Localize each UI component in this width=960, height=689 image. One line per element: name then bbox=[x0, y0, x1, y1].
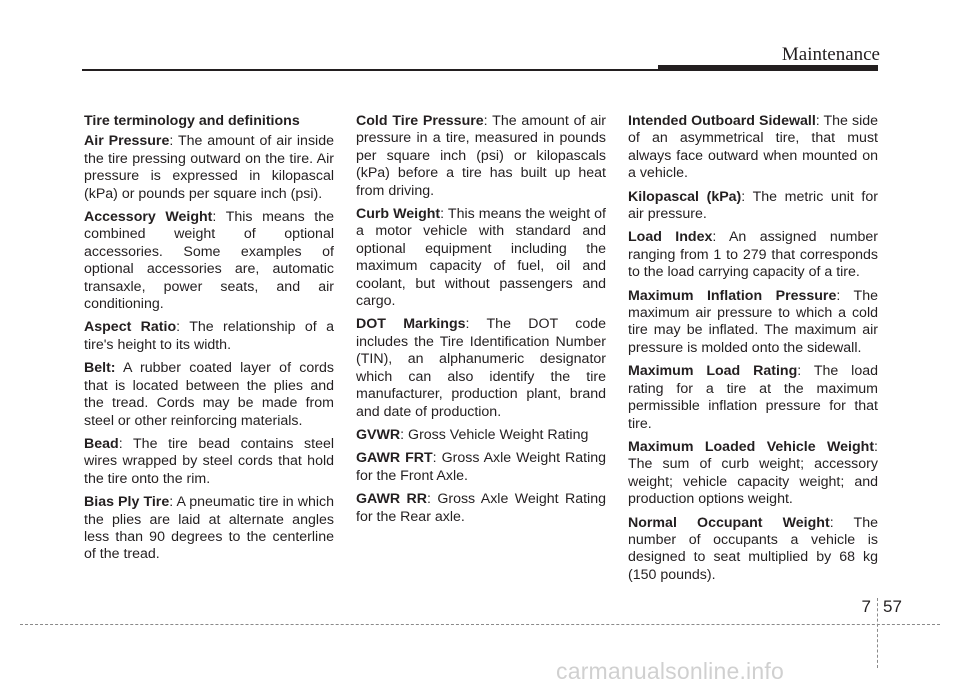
glossary-entry bbox=[84, 436, 334, 488]
glossary-definition: Gross Axle Weight Rating for the Front Axle. bbox=[356, 450, 607, 484]
glossary-entry bbox=[628, 515, 878, 585]
glossary-term: Bias Ply Tire bbox=[84, 494, 170, 511]
glossary-entry bbox=[628, 189, 878, 224]
glossary-definition: The amount of air pressure in a tire, measured in pounds per square inch (psi) or kilopascals (kPa) before a tire has built up heat from driving. bbox=[356, 113, 606, 199]
glossary-term: Belt: bbox=[84, 360, 116, 377]
glossary-definition: This means the weight of a motor vehicle with standard and optional equipment including the maximum capacity of fuel, oil and coolant, but without passengers and cargo. bbox=[356, 206, 606, 310]
page-header-title: Maintenance bbox=[781, 44, 880, 65]
glossary-entry bbox=[84, 133, 334, 203]
glossary-term: GAWR RR bbox=[356, 491, 427, 508]
glossary-term: Intended Outboard Sidewall bbox=[628, 113, 816, 129]
glossary-term: Accessory Weight bbox=[84, 209, 213, 226]
footer-rule bbox=[20, 624, 940, 625]
glossary-entry bbox=[84, 494, 334, 564]
glossary-entry bbox=[628, 288, 878, 358]
column-2 bbox=[356, 113, 606, 532]
glossary-term: Maximum Inflation Pressure bbox=[628, 287, 837, 304]
glossary-term: Maximum Loaded Vehicle Weight bbox=[628, 438, 875, 455]
glossary-definition: The maximum air pressure to which a cold tire may be inflated. The maximum air pressure is molded onto the sidewall. bbox=[628, 287, 878, 356]
glossary-separator: : bbox=[465, 316, 487, 333]
glossary-definition: The load rating for a tire at the maximum permissible inflation pressure for that tire. bbox=[628, 363, 878, 432]
glossary-term: Curb Weight bbox=[356, 206, 441, 223]
glossary-separator: : bbox=[432, 450, 442, 467]
glossary-separator: : bbox=[400, 426, 409, 443]
glossary-separator: : bbox=[118, 435, 134, 452]
glossary-definition: The relationship of a tire's height to its width. bbox=[84, 319, 334, 353]
glossary-entry bbox=[84, 360, 334, 430]
watermark: carmanualsonline.info bbox=[556, 658, 784, 684]
glossary-entry bbox=[628, 113, 878, 183]
glossary-term: GVWR bbox=[356, 426, 401, 443]
glossary-definition: A pneumatic tire in which the plies are laid at alternate angles less than 90 degrees to the centerline of the tread. bbox=[84, 494, 334, 563]
glossary-definition: This means the combined weight of optional accessories. Some examples of optional accessories are, automatic transaxle, power seats, and air conditioning. bbox=[84, 209, 334, 313]
header-rule-accent bbox=[658, 65, 878, 71]
glossary-term: Normal Occupant Weight bbox=[628, 514, 830, 531]
glossary-definition: The number of occupants a vehicle is designed to seat multiplied by 68 kg (150 pounds). bbox=[628, 514, 878, 583]
page-number: 57 bbox=[883, 597, 902, 616]
glossary-separator: : bbox=[176, 319, 190, 336]
glossary-separator: : bbox=[829, 514, 854, 531]
chapter-number: 7 bbox=[861, 597, 871, 616]
glossary-separator: : bbox=[440, 206, 448, 223]
glossary-separator: : bbox=[169, 494, 177, 511]
column-3 bbox=[628, 113, 878, 590]
glossary-term: GAWR FRT bbox=[356, 450, 433, 467]
glossary-entry bbox=[628, 439, 878, 509]
glossary-entry bbox=[84, 209, 334, 313]
glossary-entry bbox=[356, 113, 606, 200]
column-1 bbox=[84, 113, 334, 570]
glossary-separator: : bbox=[797, 363, 814, 380]
glossary-entry bbox=[84, 319, 334, 354]
glossary-entry bbox=[356, 206, 606, 310]
glossary-separator: : bbox=[741, 188, 753, 205]
glossary-separator: : bbox=[874, 438, 878, 455]
header-rule bbox=[82, 69, 658, 71]
glossary-definition: The metric unit for air pressure. bbox=[628, 188, 878, 223]
glossary-definition: The side of an asymmetrical tire, that must always face outward when mounted on a vehicle. bbox=[628, 113, 878, 182]
glossary-term: Cold Tire Pressure bbox=[356, 113, 484, 129]
glossary-separator: : bbox=[815, 113, 824, 129]
glossary-entry bbox=[356, 450, 606, 485]
glossary-term: Load Index bbox=[628, 229, 713, 246]
glossary-entry bbox=[356, 316, 606, 420]
glossary-entry bbox=[356, 427, 606, 444]
glossary-definition: The tire bead contains steel wires wrapped by steel cords that hold the tire onto the rim. bbox=[84, 435, 334, 487]
section-heading: Tire terminology and definitions bbox=[84, 113, 300, 129]
glossary-definition: The amount of air inside the tire pressing outward on the tire. Air pressure is expressed in kilopascal (kPa) or pounds per square inch (psi). bbox=[84, 133, 334, 202]
glossary-definition: Gross Axle Weight Rating for the Rear axle. bbox=[356, 491, 606, 525]
glossary-separator: : bbox=[427, 491, 438, 508]
footer-divider bbox=[877, 598, 878, 668]
glossary-definition: The DOT code includes the Tire Identification Number (TIN), an alphanumeric designator which can also identify the tire manufacturer, production plant, brand and date of production. bbox=[356, 316, 606, 420]
glossary-term: Kilopascal (kPa) bbox=[628, 188, 742, 205]
glossary-separator: : bbox=[712, 229, 729, 246]
glossary-separator: : bbox=[212, 209, 226, 226]
glossary-separator bbox=[116, 360, 124, 376]
glossary-term: Maximum Load Rating bbox=[628, 363, 798, 380]
glossary-entry bbox=[356, 491, 606, 526]
glossary-separator: : bbox=[836, 287, 854, 304]
glossary-separator: : bbox=[483, 113, 493, 129]
glossary-term: DOT Markings bbox=[356, 316, 466, 333]
glossary-term: Bead bbox=[84, 435, 119, 452]
glossary-definition: An assigned number ranging from 1 to 279 that corresponds to the load carrying capacity of a tire. bbox=[628, 229, 879, 281]
glossary-definition: Gross Vehicle Weight Rating bbox=[408, 426, 589, 443]
glossary-entry bbox=[628, 229, 878, 281]
glossary-separator: : bbox=[169, 133, 178, 150]
glossary-term: Aspect Ratio bbox=[84, 319, 177, 336]
glossary-term: Air Pressure bbox=[84, 133, 170, 150]
glossary-definition: The sum of curb weight; accessory weight; vehicle capacity weight; and production options weight. bbox=[628, 456, 878, 508]
glossary-entry bbox=[628, 363, 878, 433]
glossary-definition: A rubber coated layer of cords that is located between the plies and the tread. Cords may be made from steel or other reinforcing materials. bbox=[84, 360, 334, 429]
